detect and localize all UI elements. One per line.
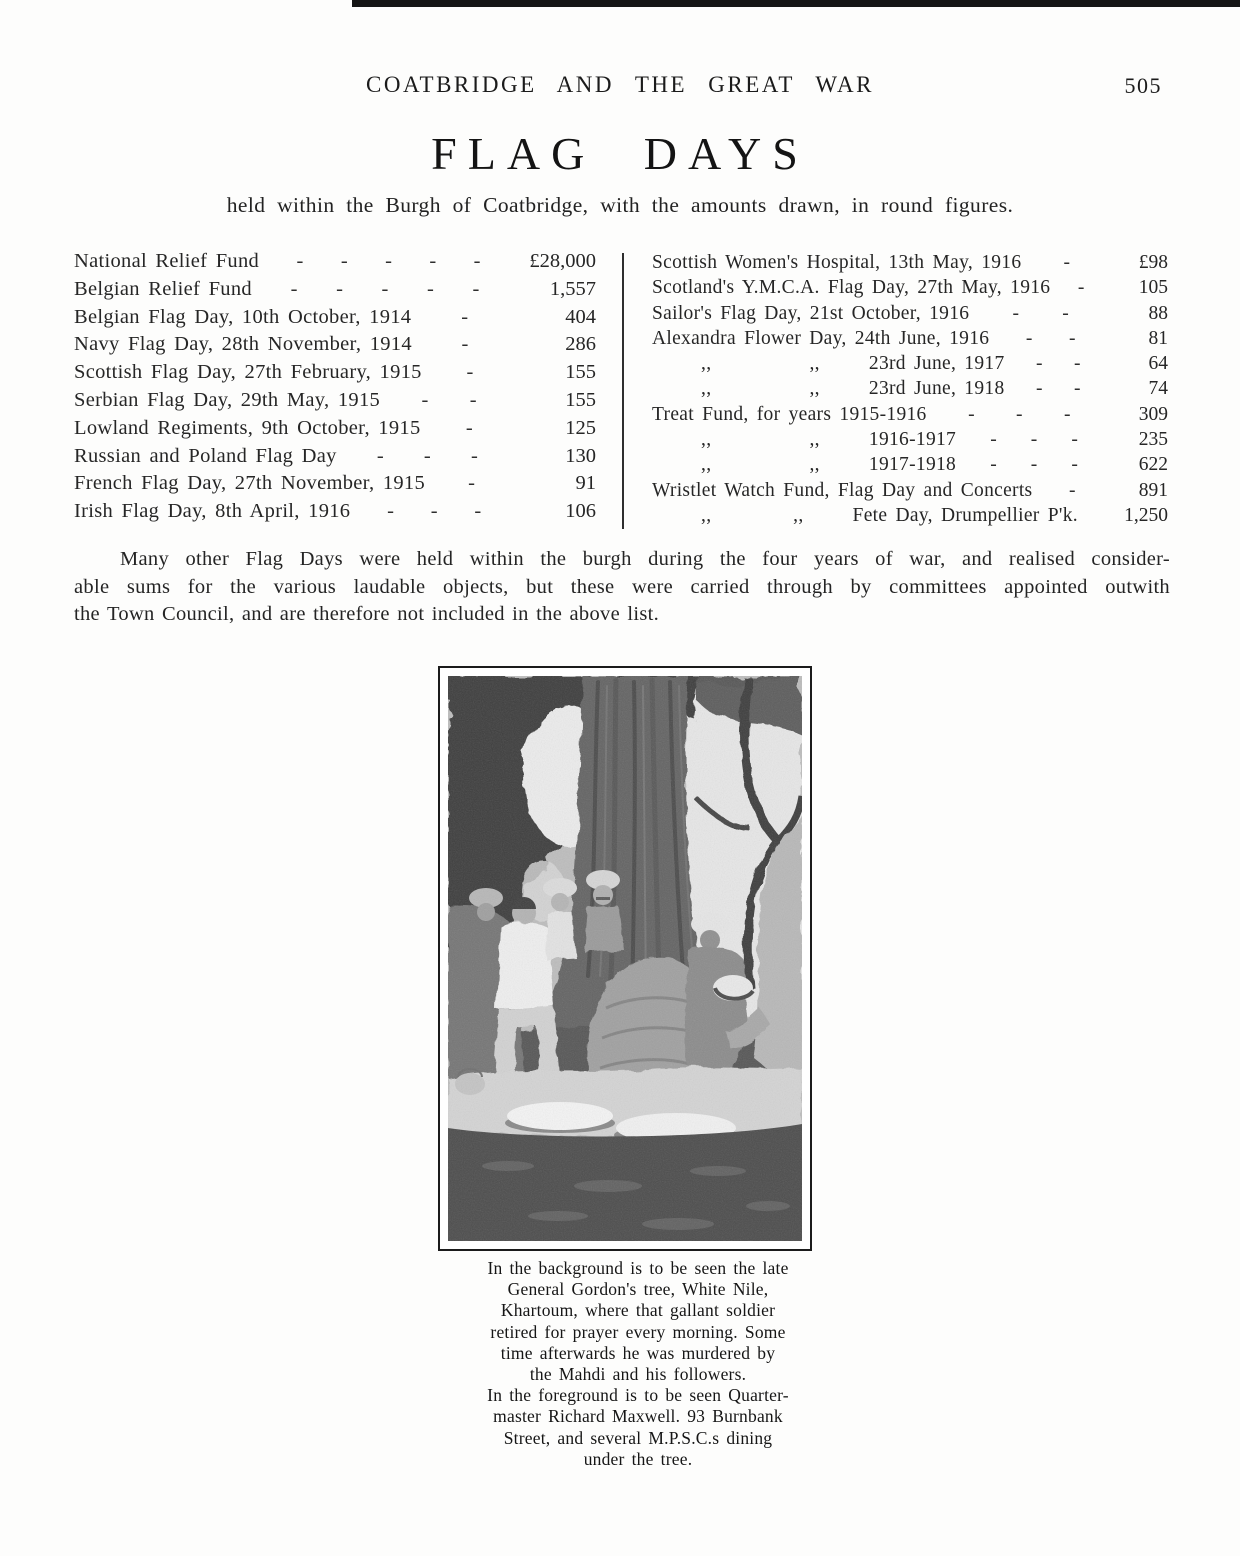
flag-day-row <box>652 328 1168 353</box>
flag-day-row <box>74 445 596 473</box>
flag-day-label: Navy Flag Day, 28th November, 1914 <box>74 333 412 356</box>
leader-dashes: - - - <box>376 444 478 467</box>
caption-line: General Gordon's tree, White Nile, <box>507 1279 769 1300</box>
flag-day-amount: 155 <box>565 388 596 411</box>
flag-day-amount: 74 <box>1148 378 1168 400</box>
leader-dashes: - - <box>1036 353 1081 375</box>
flag-day-amount: 88 <box>1148 302 1168 324</box>
flag-day-label: Serbian Flag Day, 29th May, 1915 <box>74 388 381 411</box>
flag-day-label: Lowland Regiments, 9th October, 1915 <box>74 416 421 439</box>
caption-line: retired for prayer every morning. Some <box>490 1321 786 1342</box>
flag-day-row <box>652 429 1168 454</box>
leader-dashes: - <box>1068 479 1076 501</box>
flag-day-row <box>74 472 596 500</box>
leader-dashes: - - - - - <box>290 277 480 300</box>
caption-line: Street, and several M.P.S.C.s dining <box>503 1427 773 1448</box>
paragraph-line: able sums for the various laudable objects, but these were carried through by committees appointed outwith <box>74 575 1170 598</box>
flag-day-label: Sailor's Flag Day, 21st October, 1916 <box>652 302 970 324</box>
flag-day-label: ,, ,, 1916-1917 <box>652 429 957 451</box>
flag-day-row <box>652 505 1168 530</box>
flag-day-label: Treat Fund, for years 1915-1916 <box>652 403 927 425</box>
flag-day-label: French Flag Day, 27th November, 1915 <box>74 472 426 495</box>
flag-day-row <box>74 306 596 334</box>
flag-day-row <box>652 480 1168 505</box>
flag-day-amount: 130 <box>565 444 596 467</box>
flag-day-row <box>74 250 596 278</box>
caption-line: master Richard Maxwell. 93 Burnbank <box>493 1406 783 1427</box>
leader-dashes: - <box>465 416 473 439</box>
flag-day-label: Belgian Relief Fund <box>74 277 252 300</box>
leader-dashes: - <box>1077 277 1085 299</box>
flag-day-label: ,, ,, Fete Day, Drumpellier P'k. <box>652 504 1078 526</box>
flag-day-row <box>74 278 596 306</box>
running-head-title: COATBRIDGE AND THE GREAT WAR <box>366 72 874 97</box>
body-paragraph <box>74 546 1170 629</box>
leader-dashes: - - <box>1036 378 1081 400</box>
flag-day-amount: 235 <box>1138 429 1168 451</box>
flag-day-label: Scotland's Y.M.C.A. Flag Day, 27th May, 1916 <box>652 277 1051 299</box>
leader-dashes: - <box>461 333 469 356</box>
page-title: FLAG DAYS <box>431 128 809 179</box>
page-subtitle: held within the Burgh of Coatbridge, with the amounts drawn, in round figures. <box>226 193 1014 217</box>
flag-day-amount: 125 <box>565 416 596 439</box>
flag-day-amount: 105 <box>1138 277 1168 299</box>
flag-day-amount: 622 <box>1138 454 1168 476</box>
page-number: 505 <box>1124 73 1162 98</box>
paragraph-line: Many other Flag Days were held within the burgh during the four years of war, and realised consider- <box>120 548 1170 570</box>
flag-day-amount: 64 <box>1148 353 1168 375</box>
flag-day-amount: 81 <box>1148 327 1168 349</box>
flag-day-amount: £28,000 <box>529 250 596 272</box>
photo-frame <box>438 666 812 1251</box>
flag-day-amount: 404 <box>565 305 596 328</box>
paragraph-line: the Town Council, and are therefore not included in the above list. <box>74 603 660 626</box>
leader-dashes: - <box>461 305 469 328</box>
photo-grain-overlay <box>448 676 802 1241</box>
flag-day-row <box>652 303 1168 328</box>
column-divider-rule <box>622 253 624 529</box>
flag-day-amount: £98 <box>1138 252 1168 273</box>
flag-day-amount: 1,250 <box>1124 504 1168 526</box>
flag-day-amount: 286 <box>565 333 596 356</box>
flag-day-amount: 91 <box>575 472 596 495</box>
caption-line: In the background is to be seen the late <box>487 1258 789 1278</box>
flag-days-list-right <box>652 252 1168 530</box>
flag-day-row <box>74 417 596 445</box>
flag-day-row <box>652 378 1168 403</box>
flag-day-row <box>652 404 1168 429</box>
flag-day-row <box>74 333 596 361</box>
leader-dashes: - <box>466 361 474 384</box>
leader-dashes: - - - - - <box>296 250 481 272</box>
leader-dashes: - - - <box>387 500 482 523</box>
flag-day-label: Scottish Flag Day, 27th February, 1915 <box>74 361 422 384</box>
leader-dashes: - - <box>1025 327 1076 349</box>
historical-photo <box>448 676 802 1241</box>
flag-day-label: Alexandra Flower Day, 24th June, 1916 <box>652 327 990 349</box>
caption-line: Khartoum, where that gallant soldier <box>500 1300 776 1321</box>
leader-dashes: - <box>468 472 475 495</box>
flag-day-label: Irish Flag Day, 8th April, 1916 <box>74 500 351 523</box>
flag-day-label: National Relief Fund <box>74 250 260 272</box>
flag-day-row <box>74 389 596 417</box>
flag-day-amount: 891 <box>1138 479 1168 501</box>
leader-dashes: - - <box>1012 302 1069 324</box>
flag-day-label: Scottish Women's Hospital, 13th May, 1916 <box>652 252 1022 273</box>
flag-day-label: ,, ,, 23rd June, 1917 <box>652 353 1005 375</box>
flag-day-amount: 106 <box>565 500 596 523</box>
flag-day-row <box>652 353 1168 378</box>
flag-day-amount: 155 <box>565 361 596 384</box>
caption-line: In the foreground is to be seen Quarter- <box>487 1385 789 1406</box>
leader-dashes: - - - <box>968 403 1071 425</box>
flag-day-row <box>652 277 1168 302</box>
flag-day-row <box>74 361 596 389</box>
leader-dashes: - - - <box>990 429 1078 451</box>
photo-caption <box>462 1258 814 1470</box>
flag-day-label: Russian and Poland Flag Day <box>74 444 337 467</box>
caption-line: under the tree. <box>583 1448 693 1469</box>
leader-dashes: - - - <box>990 454 1078 476</box>
flag-day-amount: 1,557 <box>549 277 596 300</box>
flag-day-row <box>652 252 1168 277</box>
leader-dashes: - <box>1063 252 1070 273</box>
flag-day-label: Belgian Flag Day, 10th October, 1914 <box>74 305 412 328</box>
flag-day-label: ,, ,, 1917-1918 <box>652 454 957 476</box>
flag-days-list-left <box>74 250 596 528</box>
leader-dashes: - - <box>421 388 477 411</box>
scan-edge-artifact <box>352 0 1240 7</box>
caption-line: time afterwards he was murdered by <box>500 1342 776 1363</box>
flag-day-label: ,, ,, 23rd June, 1918 <box>652 378 1005 400</box>
flag-day-row <box>74 500 596 528</box>
flag-day-label: Wristlet Watch Fund, Flag Day and Concerts <box>652 479 1033 501</box>
caption-line: the Mahdi and his followers. <box>529 1364 747 1385</box>
flag-day-amount: 309 <box>1138 403 1168 425</box>
flag-day-row <box>652 454 1168 479</box>
